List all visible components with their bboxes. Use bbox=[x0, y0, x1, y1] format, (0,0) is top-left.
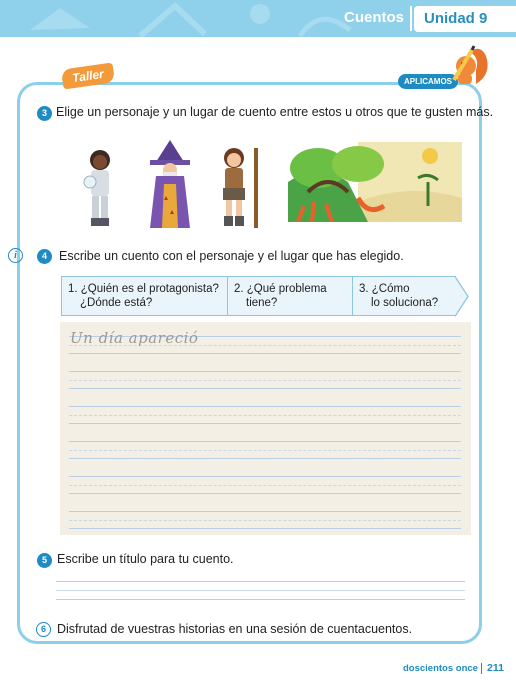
guide-step-3 bbox=[352, 276, 456, 316]
guide-step-2 bbox=[227, 276, 354, 316]
writing-line bbox=[69, 415, 461, 416]
guide-step-2-line1: 2. ¿Qué problema bbox=[234, 283, 327, 295]
writing-line bbox=[69, 371, 461, 372]
activity-5-instruction: Escribe un título para tu cuento. bbox=[57, 552, 234, 566]
writing-line bbox=[69, 476, 461, 477]
writing-line bbox=[69, 380, 461, 381]
page-number: 211 bbox=[487, 662, 504, 674]
activity-4-number: 4 bbox=[37, 249, 52, 264]
writing-line bbox=[69, 485, 461, 486]
writing-line bbox=[69, 458, 461, 459]
writing-line bbox=[69, 353, 461, 354]
activity-3-instruction: Elige un personaje y un lugar de cuento entre estos u otros que te gusten más. bbox=[56, 105, 494, 119]
footer-divider bbox=[481, 663, 482, 674]
wizard-illustration bbox=[142, 140, 198, 232]
section-title: Cuentos bbox=[344, 9, 404, 26]
activity-3-number: 3 bbox=[37, 106, 52, 121]
squirrel-mascot-icon bbox=[446, 44, 494, 88]
writing-line bbox=[69, 423, 461, 424]
taller-tag: Taller bbox=[61, 62, 115, 89]
activity-6-instruction: Disfrutad de vuestras historias en una sesión de cuentacuentos. bbox=[57, 622, 413, 636]
aplicamos-tag: APLICAMOS bbox=[398, 74, 458, 89]
guide-step-2-line2: tiene? bbox=[246, 297, 278, 309]
writing-line bbox=[69, 388, 461, 389]
guide-step-1 bbox=[61, 276, 229, 316]
info-icon[interactable]: i bbox=[8, 248, 23, 263]
title-line bbox=[56, 581, 465, 582]
page-number-words: doscientos once bbox=[403, 663, 478, 674]
writing-line bbox=[69, 450, 461, 451]
activity-6-number: 6 bbox=[36, 622, 51, 637]
title-line bbox=[56, 599, 465, 600]
guide-arrow-icon bbox=[455, 276, 469, 317]
guide-step-3-line1: 3. ¿Cómo bbox=[359, 283, 410, 295]
guide-step-1-line1: 1. ¿Quién es el protagonista? bbox=[68, 283, 219, 295]
guide-step-1-line2: ¿Dónde está? bbox=[80, 297, 153, 309]
astronaut-girl-illustration bbox=[80, 148, 120, 230]
story-guide bbox=[61, 276, 469, 318]
activity-5-number: 5 bbox=[37, 553, 52, 568]
writing-line bbox=[69, 493, 461, 494]
writing-line bbox=[69, 520, 461, 521]
activity-4-instruction: Escribe un cuento con el personaje y el lugar que has elegido. bbox=[59, 249, 404, 263]
forest-desert-scene-illustration bbox=[288, 142, 462, 222]
guide-step-3-line2: lo soluciona? bbox=[371, 297, 439, 309]
writing-line bbox=[69, 441, 461, 442]
unit-label: Unidad 9 bbox=[424, 10, 488, 27]
example-start-text: Un día apareció bbox=[70, 329, 199, 347]
title-line bbox=[56, 590, 465, 591]
warrior-girl-illustration bbox=[214, 146, 264, 230]
header-divider bbox=[410, 6, 412, 31]
writing-line bbox=[69, 528, 461, 529]
writing-line bbox=[69, 406, 461, 407]
writing-line bbox=[69, 511, 461, 512]
